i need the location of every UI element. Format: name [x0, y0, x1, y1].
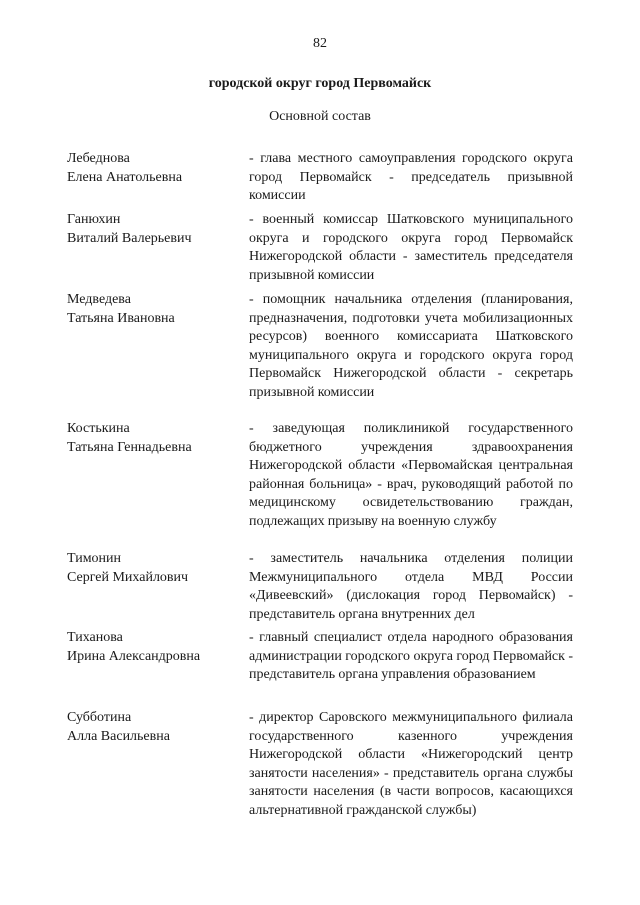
member-surname: Тимонин: [67, 551, 122, 566]
member-given-names: Татьяна Геннадьевна: [67, 439, 192, 455]
member-given-names: Татьяна Ивановна: [67, 310, 175, 326]
member-name: [67, 629, 242, 666]
member-role: - главный специалист отдела народного образования администрации городского округа город Первомайск - представитель органа управления образованием: [249, 630, 573, 682]
member-role: - глава местного самоуправления городского округа город Первомайск - председатель призывной комиссии: [249, 151, 573, 203]
member-name: [67, 150, 242, 187]
member-given-names: Елена Анатольевна: [67, 169, 183, 185]
member-name: [67, 291, 242, 328]
member-given-names: Виталий Валерьевич: [67, 230, 192, 246]
member-role: - военный комиссар Шатковского муниципального округа и городского округа город Первомайск Нижегородской области - заместитель председателя призывной комиссии: [249, 212, 573, 283]
member-given-names: Ирина Александровна: [67, 648, 201, 664]
member-given-names: Сергей Михайлович: [67, 569, 189, 585]
member-surname: Лебеднова: [67, 151, 130, 166]
member-role: - заместитель начальника отделения полиции Межмуниципального отдела МВД России «Дивеевский» (дислокация город Первомайск) - представитель органа внутренних дел: [249, 551, 573, 622]
page-number: 82: [313, 36, 327, 51]
member-name: [67, 420, 242, 457]
member-role: - заведующая поликлиникой государственного бюджетного учреждения здравоохранения Нижегородской области «Первомайская центральная районная больница» - врач, руководящий работой по медицинскому освидетельствованию граждан, подлежащих призыву на военную службу: [249, 421, 573, 529]
member-surname: Ганюхин: [67, 212, 121, 227]
member-surname: Тиханова: [67, 630, 123, 645]
member-name: [67, 550, 242, 587]
member-role: - помощник начальника отделения (планирования, предназначения, подготовки учета мобилизационных ресурсов) военного комиссариата Шатковского муниципального округа и городского округа город Первомайск Нижегородской области - секретарь призывной комиссии: [249, 292, 573, 400]
member-given-names: Алла Васильевна: [67, 728, 170, 744]
document-title: городской округ город Первомайск: [208, 76, 432, 91]
member-role: - директор Саровского межмуниципального филиала государственного казенного учреждения Нижегородской области «Нижегородский центр занятости населения» - представитель органа службы занятости населения (в части вопросов, касающихся альтернативной гражданской службы): [249, 710, 573, 818]
member-surname: Медведева: [67, 292, 131, 307]
member-name: [67, 709, 242, 746]
member-name: [67, 211, 242, 248]
member-surname: Костькина: [67, 421, 130, 436]
member-surname: Субботина: [67, 710, 132, 725]
document-subtitle: Основной состав: [269, 109, 371, 124]
